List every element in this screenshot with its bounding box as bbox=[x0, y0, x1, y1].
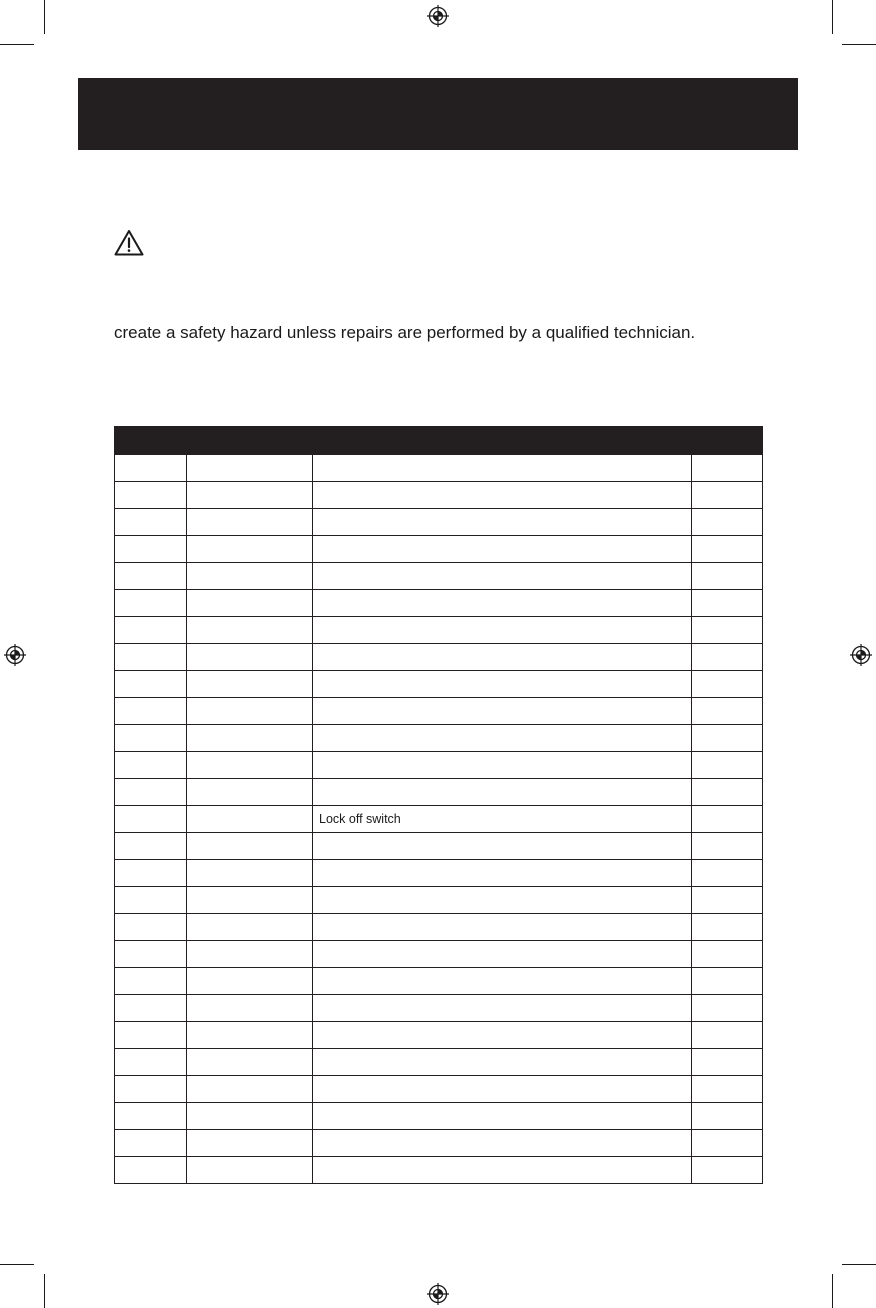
table-cell: Lock off switch bbox=[313, 806, 692, 833]
table-row bbox=[115, 1130, 763, 1157]
table-row bbox=[115, 941, 763, 968]
table-cell bbox=[313, 698, 692, 725]
table-cell bbox=[187, 860, 313, 887]
registration-target-icon bbox=[4, 644, 26, 666]
table-cell bbox=[692, 590, 763, 617]
table-cell bbox=[313, 536, 692, 563]
table-cell bbox=[115, 617, 187, 644]
table-row bbox=[115, 590, 763, 617]
table-cell bbox=[187, 482, 313, 509]
table-cell bbox=[692, 914, 763, 941]
table-cell bbox=[313, 1076, 692, 1103]
table-cell bbox=[115, 536, 187, 563]
table-cell bbox=[115, 725, 187, 752]
table-cell bbox=[313, 1130, 692, 1157]
table-cell bbox=[115, 590, 187, 617]
table-cell bbox=[692, 779, 763, 806]
table-row bbox=[115, 536, 763, 563]
table-cell bbox=[313, 590, 692, 617]
table-cell bbox=[187, 644, 313, 671]
table-row bbox=[115, 1103, 763, 1130]
table-cell bbox=[115, 509, 187, 536]
table-row bbox=[115, 482, 763, 509]
table-cell bbox=[187, 968, 313, 995]
table-cell bbox=[115, 806, 187, 833]
table-row bbox=[115, 698, 763, 725]
table-cell bbox=[692, 1103, 763, 1130]
crop-mark bbox=[832, 0, 833, 34]
table-row bbox=[115, 563, 763, 590]
table-cell bbox=[115, 1130, 187, 1157]
table-cell bbox=[115, 1076, 187, 1103]
table-cell bbox=[115, 887, 187, 914]
table-cell bbox=[313, 509, 692, 536]
table-cell bbox=[313, 1022, 692, 1049]
table-cell bbox=[313, 833, 692, 860]
table-cell bbox=[187, 590, 313, 617]
table-row bbox=[115, 860, 763, 887]
table-cell bbox=[187, 941, 313, 968]
table-cell bbox=[692, 1076, 763, 1103]
table-cell bbox=[115, 1157, 187, 1184]
table-cell bbox=[313, 617, 692, 644]
table-cell bbox=[692, 455, 763, 482]
table-cell bbox=[313, 779, 692, 806]
table-cell bbox=[692, 563, 763, 590]
table-cell bbox=[187, 455, 313, 482]
table-cell bbox=[692, 995, 763, 1022]
table-row bbox=[115, 1022, 763, 1049]
table-cell bbox=[187, 914, 313, 941]
table-cell bbox=[187, 1049, 313, 1076]
table-cell bbox=[692, 1049, 763, 1076]
table-cell bbox=[313, 941, 692, 968]
table-cell bbox=[115, 833, 187, 860]
parts-table bbox=[114, 426, 763, 1184]
table-cell bbox=[313, 563, 692, 590]
table-cell bbox=[692, 752, 763, 779]
table-cell bbox=[313, 752, 692, 779]
table-cell bbox=[115, 455, 187, 482]
table-row bbox=[115, 887, 763, 914]
table-cell bbox=[115, 860, 187, 887]
table-cell bbox=[692, 860, 763, 887]
table-cell bbox=[313, 995, 692, 1022]
table-cell bbox=[692, 968, 763, 995]
page-header-bar bbox=[78, 78, 798, 150]
table-cell bbox=[187, 995, 313, 1022]
table-cell bbox=[313, 887, 692, 914]
table-cell bbox=[313, 455, 692, 482]
table-cell bbox=[187, 617, 313, 644]
table-cell bbox=[313, 671, 692, 698]
table-cell bbox=[692, 482, 763, 509]
table-cell bbox=[187, 509, 313, 536]
table-row bbox=[115, 455, 763, 482]
table-header-cell bbox=[115, 427, 187, 455]
table-row bbox=[115, 509, 763, 536]
registration-target-icon bbox=[427, 5, 449, 27]
table-header-cell bbox=[692, 427, 763, 455]
table-row bbox=[115, 1049, 763, 1076]
registration-target-icon bbox=[850, 644, 872, 666]
table-cell bbox=[187, 1157, 313, 1184]
table-cell bbox=[313, 1157, 692, 1184]
table-cell bbox=[692, 725, 763, 752]
table-cell bbox=[692, 1022, 763, 1049]
parts-table-body bbox=[115, 455, 763, 1184]
table-cell bbox=[115, 563, 187, 590]
table-row bbox=[115, 1157, 763, 1184]
table-row bbox=[115, 806, 763, 833]
crop-mark bbox=[44, 0, 45, 34]
table-cell bbox=[692, 644, 763, 671]
table-row bbox=[115, 617, 763, 644]
table-cell bbox=[313, 482, 692, 509]
table-cell bbox=[187, 563, 313, 590]
table-cell bbox=[115, 914, 187, 941]
table-cell bbox=[187, 752, 313, 779]
table-cell bbox=[313, 1103, 692, 1130]
table-cell bbox=[313, 725, 692, 752]
table-cell bbox=[692, 536, 763, 563]
table-row bbox=[115, 833, 763, 860]
registration-target-icon bbox=[427, 1283, 449, 1305]
crop-mark bbox=[842, 44, 876, 45]
crop-mark bbox=[0, 44, 34, 45]
table-cell bbox=[313, 1049, 692, 1076]
table-cell bbox=[187, 671, 313, 698]
table-row bbox=[115, 914, 763, 941]
table-cell bbox=[115, 752, 187, 779]
table-cell bbox=[692, 1130, 763, 1157]
table-row bbox=[115, 968, 763, 995]
table-row bbox=[115, 779, 763, 806]
table-row bbox=[115, 671, 763, 698]
table-cell bbox=[115, 698, 187, 725]
table-cell bbox=[187, 698, 313, 725]
table-header-cell bbox=[187, 427, 313, 455]
table-row bbox=[115, 1076, 763, 1103]
crop-mark bbox=[832, 1274, 833, 1308]
table-cell bbox=[115, 644, 187, 671]
table-cell bbox=[187, 1103, 313, 1130]
table-cell bbox=[187, 1130, 313, 1157]
crop-mark bbox=[0, 1264, 34, 1265]
table-header-row bbox=[115, 427, 763, 455]
warning-triangle-icon bbox=[114, 229, 144, 256]
table-row bbox=[115, 725, 763, 752]
table-cell bbox=[187, 779, 313, 806]
table-cell bbox=[313, 968, 692, 995]
table-cell bbox=[187, 806, 313, 833]
table-cell bbox=[187, 725, 313, 752]
table-cell bbox=[115, 995, 187, 1022]
table-cell bbox=[692, 941, 763, 968]
table-cell bbox=[313, 860, 692, 887]
table-cell bbox=[692, 509, 763, 536]
table-cell bbox=[115, 482, 187, 509]
table-row bbox=[115, 644, 763, 671]
table-cell bbox=[187, 1076, 313, 1103]
crop-mark bbox=[842, 1264, 876, 1265]
table-header-cell bbox=[313, 427, 692, 455]
table-cell bbox=[692, 1157, 763, 1184]
warning-text: create a safety hazard unless repairs are performed by a qualified technician. bbox=[114, 323, 696, 342]
table-cell bbox=[115, 968, 187, 995]
table-cell bbox=[313, 914, 692, 941]
table-cell bbox=[187, 1022, 313, 1049]
table-cell bbox=[692, 671, 763, 698]
table-cell bbox=[692, 617, 763, 644]
table-row bbox=[115, 752, 763, 779]
table-cell bbox=[313, 644, 692, 671]
table-cell bbox=[692, 833, 763, 860]
table-cell bbox=[187, 536, 313, 563]
table-cell bbox=[115, 671, 187, 698]
table-cell bbox=[187, 887, 313, 914]
table-cell bbox=[115, 1103, 187, 1130]
table-cell bbox=[115, 1049, 187, 1076]
table-cell bbox=[115, 779, 187, 806]
table-row bbox=[115, 995, 763, 1022]
crop-mark bbox=[44, 1274, 45, 1308]
table-cell bbox=[187, 833, 313, 860]
table-cell bbox=[692, 806, 763, 833]
table-cell bbox=[115, 941, 187, 968]
table-cell bbox=[692, 698, 763, 725]
table-cell bbox=[692, 887, 763, 914]
table-cell bbox=[115, 1022, 187, 1049]
